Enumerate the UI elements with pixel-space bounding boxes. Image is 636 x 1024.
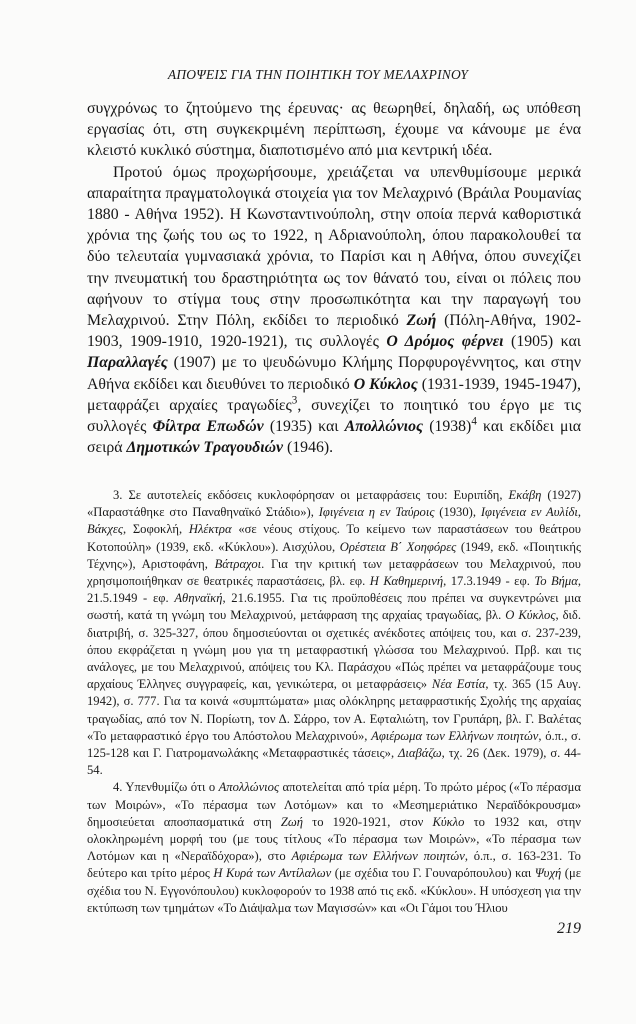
text-span: 4. Υπενθυμίζω ότι ο (113, 780, 219, 795)
italic-title: Παραλλαγές (87, 354, 168, 372)
text-span: «σε νέους στίχους. Το κείμενο των παραστάσεων του θεάτρου Κοτοπούλη» (1939, εκδ. «Κύκλου»). Αισχύλου, (87, 522, 581, 554)
text-span: , τχ. 365 (15 Αυγ. 1942), σ. 777. Για τα κοινά «συμπτώματα» μιας ολόκληρης μεταφραστικής Σχολής της αρχαίας τραγωδίας, από τον Ν. Πορίωτη, τον Δ. Σάρρο, τον Α. Εφταλιώτη, τον Γρυπάρη, βλ. Γ. Βαλέτας «Το μεταφραστικό έργο του Απόστολου Μελαχρινού», (87, 677, 581, 743)
text-span: , Σοφοκλή, (122, 522, 189, 537)
italic-title: Κύκλο (432, 814, 465, 829)
italic-title: Βάκχες (87, 522, 123, 537)
text-span: , ό.π., σ. 125-128 και Γ. Γιατρομανωλάκης «Μεταφραστικές τάσεις», (87, 728, 581, 761)
italic-title: Ο Κύκλος (353, 375, 418, 393)
italic-title: Ορέστεια Β΄ Χοηφόρες (339, 539, 457, 554)
text-span: , 21.5.1949 - εφ. (87, 574, 581, 606)
text-span: (1905) και (503, 333, 582, 351)
page-number: 219 (557, 920, 581, 937)
italic-title: Νέα Εστία (431, 677, 486, 692)
italic-title: Εκάβη (508, 488, 542, 502)
text-span: , συνεχίζει το ποιητικό του έργο με τις συλλογές (87, 396, 581, 436)
italic-title: Ο Κύκλος (505, 608, 556, 623)
text-span: (1946). (283, 439, 334, 457)
text-span: Προτού όμως προχωρήσουμε, χρειάζεται να υπενθυμίσουμε μερικά απαραίτητα πραγματολογικά στοιχεία για τον Μελαχρινό (Βράιλα Ρουμανίας 1880 - Αθήνα 1952). Η Κωνσταντινούπολη, στην οποία περνά καθοριστικά χρόνια της ζωής του ως το 1922, η Αδριανούπολη, όπου παρακολουθεί τα δύο τελευταία γυμνασιακά χρόνια, το Παρίσι και η Αθήνα, όπου συνεχίζει την πνευματική του δραστηριότητα ως τον θάνατό του, είναι οι πόλεις που αφήνουν το στίγμα τους στην προσωπικότητα και την παραγωγή του Μελαχρινού. Στην Πόλη, εκδίδει το περιοδικό (87, 163, 581, 330)
text-span: αποτελείται από τρία μέρη. Το πρώτο μέρος («Το πέρασμα των Μοιρών», «Το πέρασμα των Λοτόμων» και το «Μεσημεριάτικο Νεραϊδόκρουσμα» δημοσιεύεται αποσπασματικά στη (87, 780, 581, 829)
text-span: , (577, 505, 581, 520)
footnote-ref: 4 (471, 415, 477, 428)
text-span: , ό.π., σ. 163-231. Το δεύτερο και τρίτο μέρος (87, 849, 581, 881)
italic-title: Η Καθημερινή (369, 574, 444, 589)
italic-title: Ζωή (406, 312, 437, 330)
running-header: ΑΠΟΨΕΙΣ ΓΙΑ ΤΗΝ ΠΟΙΗΤΙΚΗ ΤΟΥ ΜΕΛΑΧΡΙΝΟΥ (167, 67, 469, 82)
text-span: και εκδίδει μια σειρά (87, 418, 581, 457)
italic-title: Αθηναϊκή (174, 591, 223, 606)
text-span: (1938) (423, 418, 472, 436)
paragraph-1: συγχρόνως το ζητούμενο της έρευνας· ας θεωρηθεί, δηλαδή, ως υπόθεση εργασίας ότι, στη συγκεκριμένη περίπτωση, έχουμε να κάνουμε με ένα κλειστό κυκλικό σύστημα, διαποτισμένο από μια κεντρική ιδέα. (87, 100, 581, 160)
text-span: (με σχέδια του Ν. Εγγονόπουλου) κυκλοφορούν το 1938 από τις εκδ. «Κύκλου». Η υπόσχεση για την εκτύπωση των τμημάτων «Το Διάψαλμα των Μαγισσών» και «Οι Γάμοι του Ήλιου (87, 866, 582, 915)
text-span: . Για την κριτική των μεταφράσεων του Μελαχρινού, που χρησιμοποιήθηκαν σε θεατρικές παραστάσεις, βλ. εφ. (87, 556, 581, 589)
text-span: (1935) και (263, 418, 345, 436)
text-span: το 1920-1921, στον (303, 814, 433, 829)
italic-title: Αφιέρωμα των Ελλήνων ποιητών (371, 728, 539, 743)
italic-title: Ψυχή (534, 866, 562, 881)
text-span: (1949, εκδ. «Ποιητικής Τέχνης»), Αριστοφάνη, (87, 539, 581, 571)
italic-title: Βάτραχοι (214, 556, 262, 571)
text-span: , 17.3.1949 - εφ. (443, 574, 535, 589)
italic-title: Το Βήμα (534, 574, 578, 589)
text-span: (Πόλη-Αθήνα, 1902-1903, 1909-1910, 1920-1921), τις συλλογές (87, 312, 582, 351)
text-span: το 1932 και, στην ολοκληρωμένη μορφή του (με τους τίτλους «Το πέρασμα των Μοιρών», «Το πέρασμα των Λοτόμων και η «Νεραϊδόχορα»), στο (87, 814, 581, 864)
text-span: (με σχέδια του Γ. Γουναρόπουλου) και (331, 866, 535, 881)
main-text (87, 98, 581, 458)
footnote-ref: 3 (291, 394, 298, 407)
italic-title: Ηλέκτρα (188, 522, 232, 537)
italic-title: Απολλώνιος (218, 780, 280, 795)
italic-title: Διαβάζω (398, 746, 442, 761)
footnote-3 (87, 487, 581, 779)
paragraph-2 (87, 162, 581, 459)
text-span: (1930), (434, 505, 481, 520)
italic-title: Αφιέρωμα των Ελλήνων ποιητών (291, 849, 465, 864)
italic-title: Ιφιγένεια η εν Ταύροις (318, 505, 435, 520)
italic-title: Απολλώνιος (344, 418, 424, 436)
italic-title: Η Κυρά των Αντίλαλων (213, 866, 332, 881)
footnote-4 (87, 779, 581, 917)
text-span: , διδ. διατριβή, σ. 325-327, όπου δημοσιεύονται οι σχετικές ανέκδοτες απόψεις του, και σ. 237-239, όπου εκφράζεται η γνώμη μου για τη μεταφραστική γλώσσα του Μελαχρινού. Πρβ. και τις ανάλογες, με του Μελαχρινού, απόψεις του Κλ. Παράσχου «Πώς πρέπει να μεταφράζουμε τους αρχαίους Έλληνες συγγραφείς, και, γενικώτερα, οι μεταφράσεις» (87, 608, 581, 692)
italic-title: Ζωή (280, 814, 304, 829)
text-span: 3. Σε αυτοτελείς εκδόσεις κυκλοφόρησαν οι μεταφράσεις του: Ευριπίδη, (113, 488, 509, 502)
text-span: , τχ. 26 (Δεκ. 1979), σ. 44-54. (87, 746, 582, 778)
footnotes (87, 487, 581, 917)
italic-title: Ο Δρόμος φέρνει (386, 333, 504, 351)
italic-title: Ιφιγένεια εν Αυλίδι (480, 505, 578, 520)
italic-title: Δημοτικών Τραγουδιών (126, 439, 284, 457)
text-span: (1907) με το ψευδώνυμο Κλήμης Πορφυρογέννητος, και στην Αθήνα εκδίδει και διευθύνει το περιοδικό (87, 354, 581, 393)
italic-title: Φίλτρα Επωδών (152, 418, 264, 436)
text-span: (1927) «Παραστάθηκε στο Παναθηναϊκό Στάδιο»), (87, 488, 581, 520)
text-span: , 21.6.1955. Για τις προϋποθέσεις που πρέπει να συγκεντρώνει μια σωστή, κατά τη γνώμη του Μελαχρινού, μετάφραση της αρχαίας τραγωδίας, βλ. (87, 591, 581, 623)
text-span: (1931-1939, 1945-1947), μεταφράζει αρχαίες τραγωδίες (87, 375, 582, 414)
